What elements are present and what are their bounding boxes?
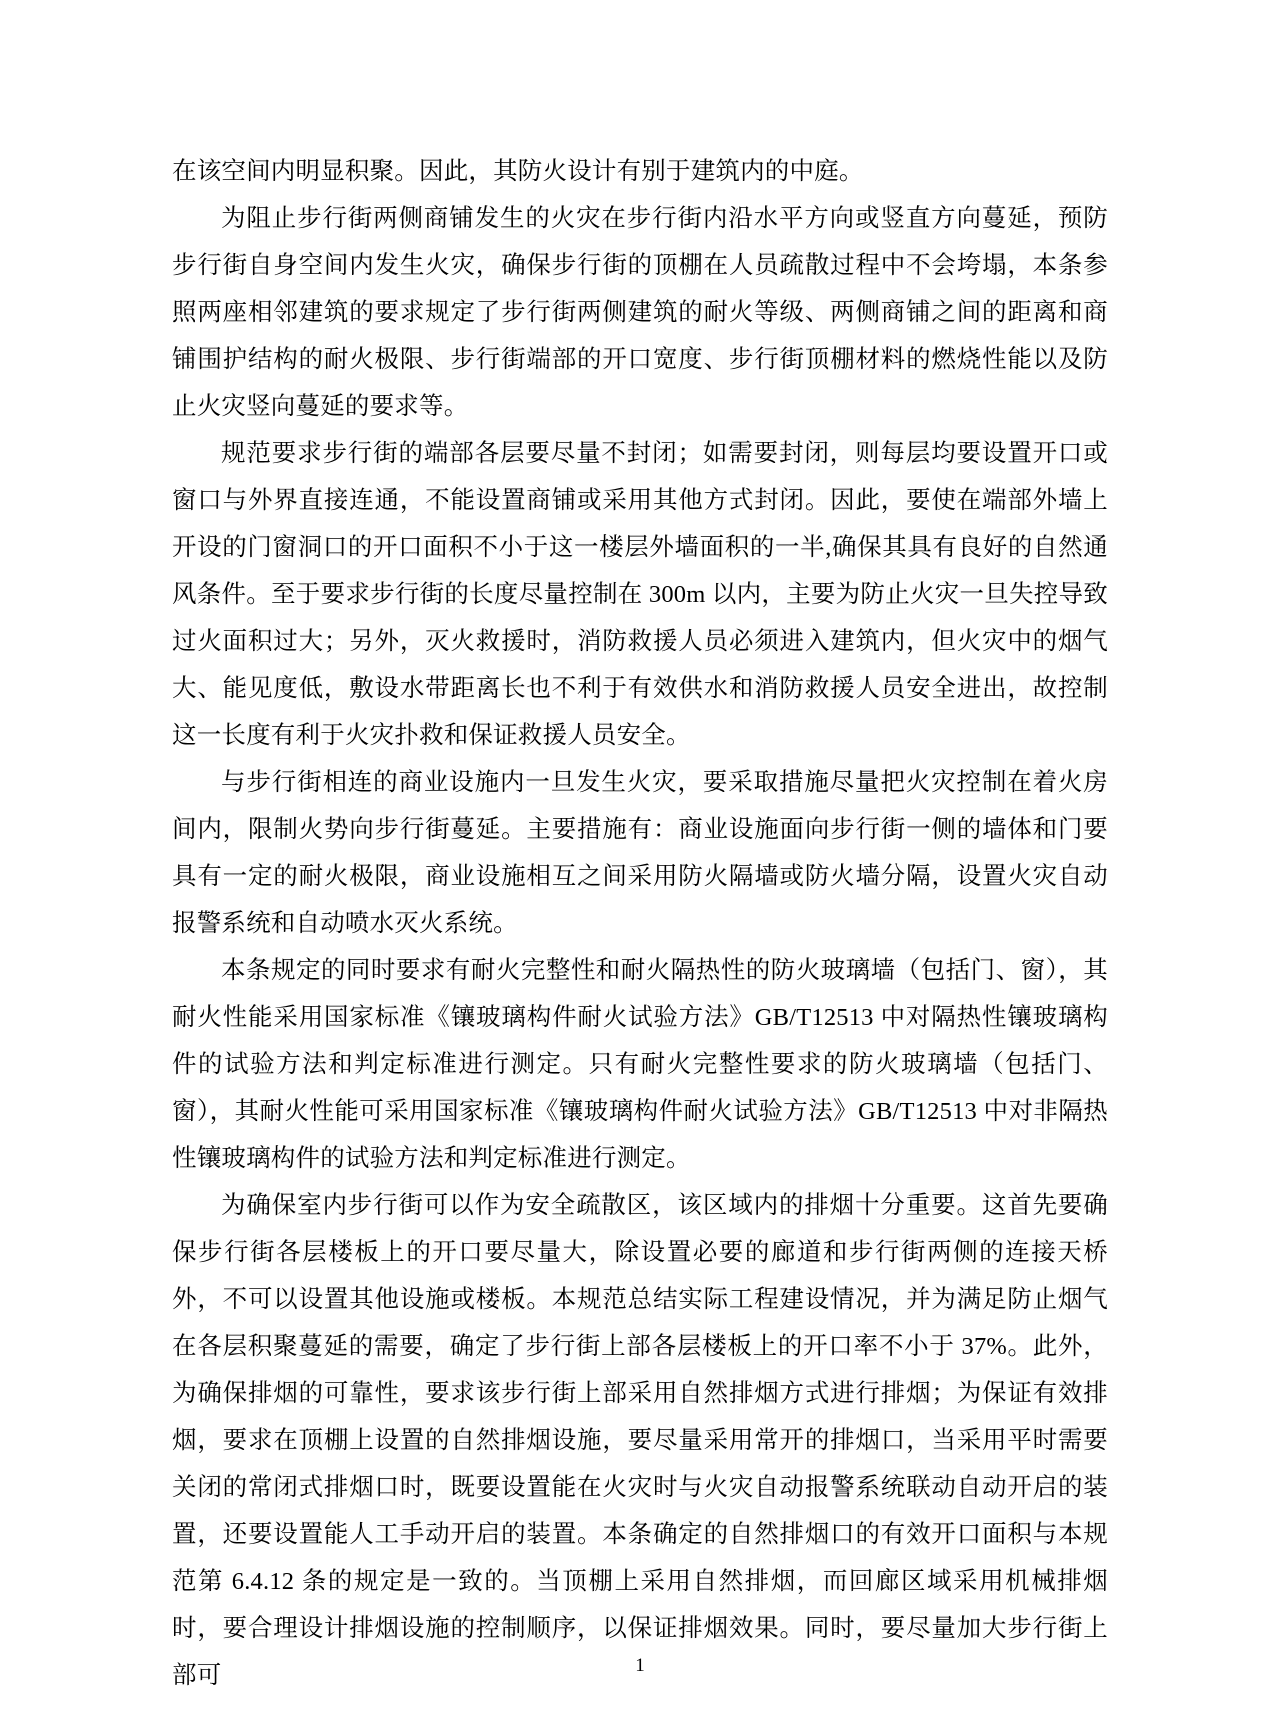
page-number: 1 [635, 1655, 645, 1676]
paragraph-6: 为确保室内步行街可以作为安全疏散区，该区域内的排烟十分重要。这首先要确保步行街各层楼板上的开口要尽量大，除设置必要的廊道和步行街两侧的连接天桥外，不可以设置其他设施或楼板。本规范总结实际工程建设情况，并为满足防止烟气在各层积聚蔓延的需要，确定了步行街上部各层楼板上的开口率不小于 37%。此外，为确保排烟的可靠性，要求该步行街上部采用自然排烟方式进行排烟；为保证有效排烟，要求在顶棚上设置的自然排烟设施，要尽量采用常开的排烟口，当采用平时需要关闭的常闭式排烟口时，既要设置能在火灾时与火灾自动报警系统联动自动开启的装置，还要设置能人工手动开启的装置。本条确定的自然排烟口的有效开口面积与本规范第 6.4.12 条的规定是一致的。当顶棚上采用自然排烟，而回廊区域采用机械排烟时，要合理设计排烟设施的控制顺序，以保证排烟效果。同时，要尽量加大步行街上部可 [172, 1192, 1108, 1689]
paragraph-5: 本条规定的同时要求有耐火完整性和耐火隔热性的防火玻璃墙（包括门、窗），其耐火性能采用国家标准《镶玻璃构件耐火试验方法》GB/T12513 中对隔热性镶玻璃构件的试验方法和判定标准进行测定。只有耐火完整性要求的防火玻璃墙（包括门、窗），其耐火性能可采用国家标准《镶玻璃构件耐火试验方法》GB/T12513 中对非隔热性镶玻璃构件的试验方法和判定标准进行测定。 [172, 957, 1108, 1172]
paragraph-3: 规范要求步行街的端部各层要尽量不封闭；如需要封闭，则每层均要设置开口或窗口与外界直接连通，不能设置商铺或采用其他方式封闭。因此，要使在端部外墙上开设的门窗洞口的开口面积不小于这一楼层外墙面积的一半,确保其具有良好的自然通风条件。至于要求步行街的长度尽量控制在 300m 以内，主要为防止火灾一旦失控导致过火面积过大；另外，灭火救援时，消防救援人员必须进入建筑内，但火灾中的烟气大、能见度低，敷设水带距离长也不利于有效供水和消防救援人员安全进出，故控制这一长度有利于火灾扑救和保证救援人员安全。 [172, 440, 1108, 749]
paragraph-2: 为阻止步行街两侧商铺发生的火灾在步行街内沿水平方向或竖直方向蔓延，预防步行街自身空间内发生火灾，确保步行街的顶棚在人员疏散过程中不会垮塌，本条参照两座相邻建筑的要求规定了步行街两侧建筑的耐火等级、两侧商铺之间的距离和商铺围护结构的耐火极限、步行街端部的开口宽度、步行街顶棚材料的燃烧性能以及防止火灾竖向蔓延的要求等。 [172, 205, 1108, 420]
paragraph-4: 与步行街相连的商业设施内一旦发生火灾，要采取措施尽量把火灾控制在着火房间内，限制火势向步行街蔓延。主要措施有：商业设施面向步行街一侧的墙体和门要具有一定的耐火极限，商业设施相互之间采用防火隔墙或防火墙分隔，设置火灾自动报警系统和自动喷水灭火系统。 [172, 769, 1108, 937]
paragraph-1: 在该空间内明显积聚。因此，其防火设计有别于建筑内的中庭。 [172, 158, 864, 185]
